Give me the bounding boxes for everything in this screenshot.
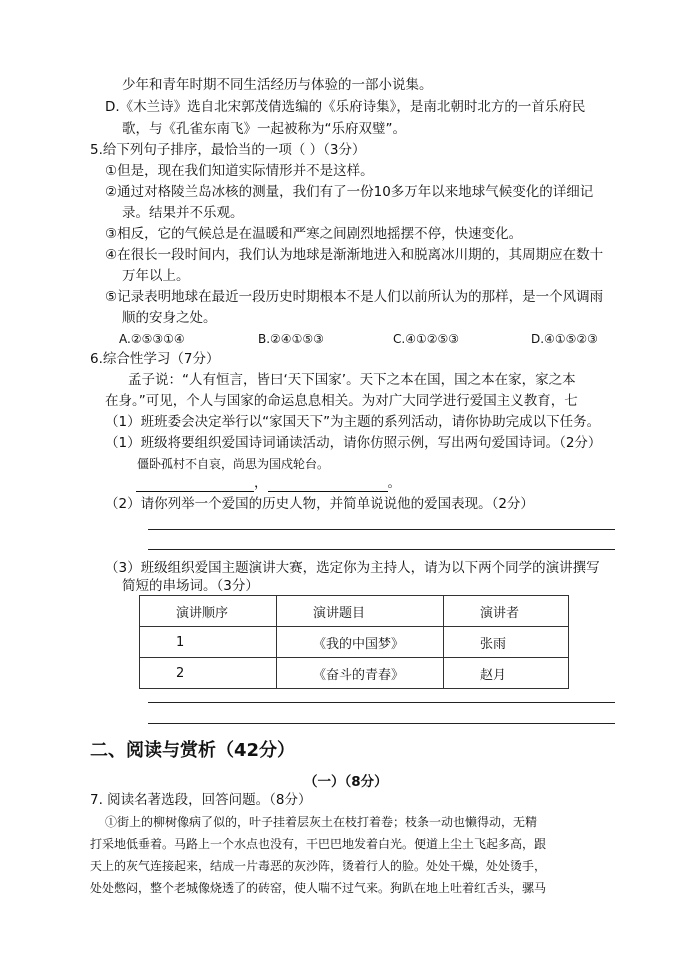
option-b[interactable]: B.②④①⑤③ (258, 332, 324, 346)
task-3: （3）班级组织爱国主题演讲大赛，选定你为主持人，请为以下两个同学的演讲撰写 (105, 560, 600, 576)
answer-line[interactable] (148, 702, 615, 703)
speech-table (139, 595, 569, 689)
reading-line: ①街上的柳树像病了似的，叶子挂着层灰土在枝打着卷；枝条一动也懒得动，无精 (105, 815, 538, 829)
poem-blank-2[interactable] (268, 477, 388, 492)
option-d[interactable]: D.④①⑤②③ (531, 332, 598, 346)
sentence-4: ④在很长一段时间内，我们认为地球是渐渐地进入和脱离冰川期的，其周期应在数十 (105, 247, 604, 263)
task-2: （2）请你列举一个爱国的历史人物，并简单说说他的爱国表现。（2分） (105, 496, 534, 512)
example-poem: 僵卧孤村不自哀，尚思为国戍轮台。 (137, 457, 330, 471)
table-cell: 《我的中国梦》 (277, 627, 444, 658)
sentence-1: ①但是，现在我们知道实际情形并不是这样。 (105, 163, 374, 179)
table-header: 演讲题目 (277, 596, 444, 627)
table-row (140, 627, 569, 658)
table-header: 演讲者 (444, 596, 569, 627)
section-heading: 二、阅读与赏析（42分） (90, 740, 296, 761)
reading-line: 天上的灰气连接起来，结成一片毒恶的灰沙阵，烫着行人的脸。处处干燥，处处烫手， (90, 859, 547, 873)
sentence-5-cont: 顺的安身之处。 (122, 310, 217, 326)
table-header: 演讲顺序 (140, 596, 277, 627)
task-1: （1）班级将要组织爱国诗词诵读活动，请你仿照示例，写出两句爱国诗词。（2分） (105, 435, 602, 451)
sentence-3: ③相反，它的气候总是在温暖和严寒之间剧烈地摇摆不停，快速变化。 (105, 226, 523, 242)
answer-blanks (136, 474, 401, 492)
question-7: 7. 阅读名著选段，回答问题。（8分） (90, 792, 312, 808)
table-cell: 2 (140, 658, 277, 689)
period: 。 (387, 475, 401, 491)
passage-line: 孟子说：“人有恒言，皆曰‘天下国家’。天下之本在国，国之本在家，家之本 (128, 372, 576, 388)
sentence-5: ⑤记录表明地球在最近一段历史时期根本不是人们以前所认为的那样，是一个风调雨 (105, 289, 604, 305)
table-cell: 《奋斗的青春》 (277, 658, 444, 689)
passage-line: （1）班班委会决定举行以“家国天下”为主题的系列活动，请你协助完成以下任务。 (105, 414, 601, 430)
reading-line: 打采地低垂着。马路上一个水点也没有，干巴巴地发着白光。便道上尘土飞起多高，跟 (90, 837, 547, 851)
sentence-4-cont: 万年以上。 (122, 268, 190, 284)
comma: ， (254, 475, 268, 491)
text-line: 歌，与《孔雀东南飞》一起被称为“乐府双璧”。 (122, 121, 406, 137)
table-cell: 1 (140, 627, 277, 658)
option-c[interactable]: C.④①②⑤③ (393, 332, 459, 346)
task-3-cont: 简短的串场词。（3分） (122, 578, 259, 594)
table-row (140, 658, 569, 689)
subsection-heading: （一）（8分） (304, 774, 388, 790)
answer-line[interactable] (148, 549, 615, 550)
table-header-row (140, 596, 569, 627)
reading-line: 处处憋闷，整个老城像烧透了的砖窑，使人喘不过气来。狗趴在地上吐着红舌头，骡马 (90, 881, 547, 895)
sentence-2-cont: 录。结果并不乐观。 (122, 205, 244, 221)
text-line: 少年和青年时期不同生活经历与体验的一部小说集。 (122, 77, 433, 93)
option-d-line: D.《木兰诗》选自北宋郭茂倩选编的《乐府诗集》，是南北朝时北方的一首乐府民 (105, 99, 586, 115)
sentence-2: ②通过对格陵兰岛冰核的测量，我们有了一份10多万年以来地球气候变化的详细记 (105, 184, 594, 200)
question-5: 5.给下列句子排序，最恰当的一项（ ）（3分） (90, 142, 366, 158)
option-a[interactable]: A.②⑤③①④ (119, 332, 185, 346)
passage-line: 在身。”可见，个人与国家的命运息息相关。为对广大同学进行爱国主义教育，七 (105, 393, 578, 409)
answer-line[interactable] (148, 723, 615, 724)
answer-line[interactable] (148, 529, 615, 530)
table-cell: 赵月 (444, 658, 569, 689)
poem-blank-1[interactable] (136, 477, 254, 492)
table-cell: 张雨 (444, 627, 569, 658)
question-6: 6.综合性学习（7分） (90, 351, 220, 367)
